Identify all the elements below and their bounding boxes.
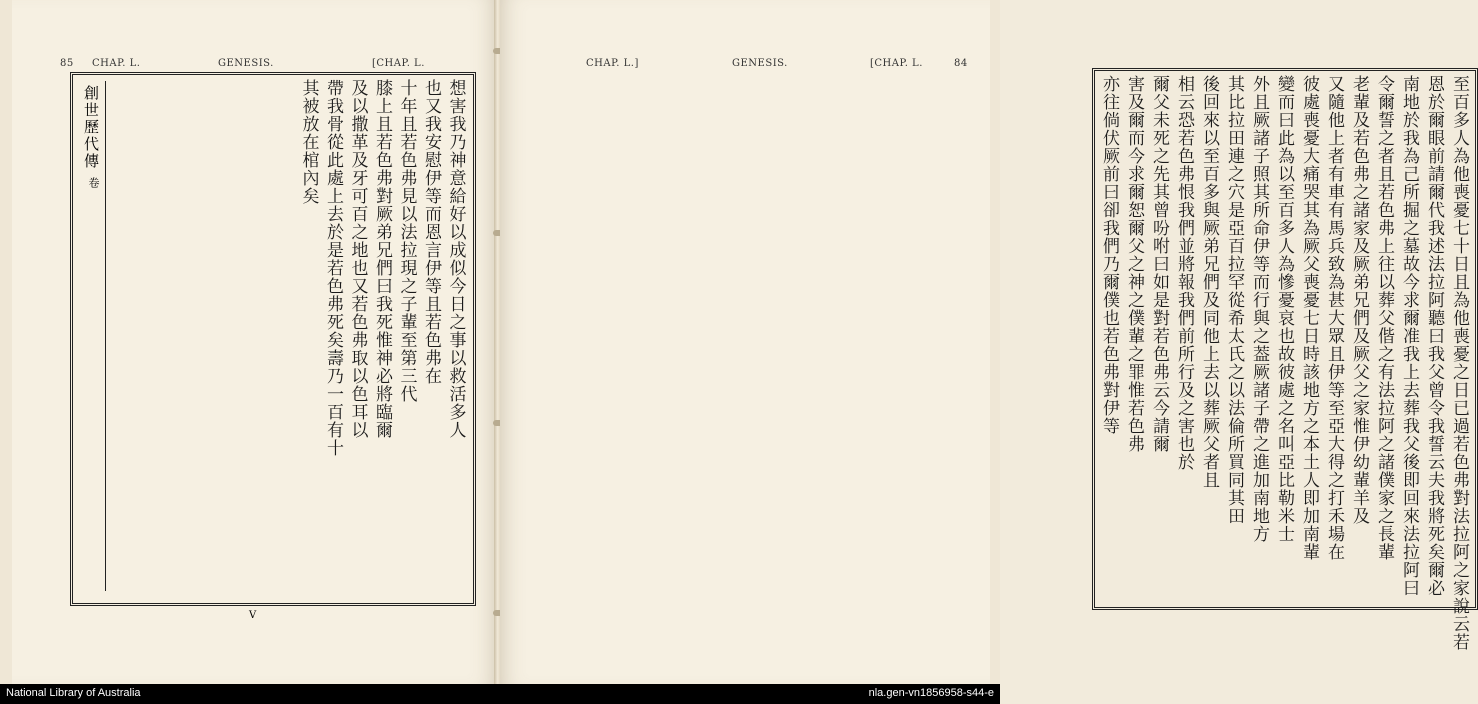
right-chapter-label: CHAP. L.]: [586, 58, 639, 69]
side-page-mark: 卷: [87, 177, 100, 188]
text-column: 變而曰此為以至百多人為慘憂哀也故彼處之名叫亞比勒米士: [1274, 75, 1294, 543]
text-column: 又隨他上者有車有馬兵致為甚大眾且伊等至亞大得之打禾場在: [1324, 75, 1344, 561]
left-page-number: 85: [60, 58, 74, 69]
text-column: 害及爾而今求爾恕爾父之神之僕輩之罪惟若色弗: [1124, 75, 1144, 453]
right-running-title: GENESIS.: [732, 58, 788, 69]
text-column: 其比拉田連之穴是亞百拉罕從希太氏之以法倫所買同其田: [1224, 75, 1244, 525]
text-column: 外且厥諸子照其所命伊等而行與之葢厥諸子帶之進加南地方: [1249, 75, 1269, 543]
footer-library-name: National Library of Australia: [6, 687, 141, 699]
text-column: 後回來以至百多與厥弟兄們及同他上去以葬厥父者且: [1199, 75, 1219, 489]
left-page: [12, 0, 496, 684]
right-page-number: 84: [954, 58, 968, 69]
text-column: 相云恐若色弗恨我們並將報我們前所行及之害也於: [1174, 75, 1194, 471]
text-column: 膝上且若色弗對厥弟兄們曰我死惟神必將臨爾: [372, 79, 392, 439]
text-column: 爾父未死之先其曾吩咐曰如是對若色弗云今請爾: [1149, 75, 1169, 453]
text-column: 彼處喪憂大痛哭其為厥父喪憂七日時該地方之本土人即加南輩: [1299, 75, 1319, 561]
left-chapter-label: CHAP. L.: [92, 58, 141, 69]
right-chapter-label-right: [CHAP. L.: [870, 58, 923, 69]
side-title: 創世歷代傳: [82, 85, 100, 170]
text-column: 及以撒革及牙可百之地也又若色弗取以色耳以: [347, 79, 368, 439]
text-column: 老輩及若色弗之諸家及厥弟兄們及厥父之家惟伊幼輩羊及: [1349, 75, 1369, 525]
text-column: 至百多人為他喪憂七十日且為他喪憂之日已過若色弗對法拉阿之家說云若: [1449, 75, 1469, 651]
text-column: 帶我骨從此處上去於是若色弗死矣壽乃一百有十: [323, 79, 343, 457]
right-text-frame: [1092, 68, 1478, 651]
text-column: 恩於爾眼前請爾代我述法拉阿聽曰我父曾令我誓云夫我將死矣爾必: [1424, 75, 1444, 597]
left-text-frame: [70, 72, 476, 606]
text-column: 其被放在棺內矣: [298, 79, 319, 205]
right-page: [500, 0, 1469, 684]
left-footer-mark: V: [249, 610, 257, 621]
footer-bar: [0, 684, 1000, 704]
footer-identifier: nla.gen-vn1856958-s44-e: [868, 687, 994, 699]
text-column: 亦往倘伏厥前曰卻我們乃爾僕也若色弗對伊等: [1099, 75, 1119, 435]
text-column: 十年且若色弗見以法拉現之子輩至第三代: [396, 79, 417, 403]
text-column: 南地於我為己所掘之墓故今求爾准我上去葬我父後即回來法拉阿曰: [1399, 75, 1419, 597]
text-column: 想害我乃神意給好以成似今日之事以救活多人: [445, 79, 466, 439]
left-running-title: GENESIS.: [218, 58, 274, 69]
side-title-column: [79, 81, 106, 591]
text-column: 也又我安慰伊等而恩言伊等且若色弗在: [421, 79, 441, 385]
text-column: 令爾誓之者且若色弗上往以葬父偕之有法拉阿之諸僕家之長輩: [1374, 75, 1394, 561]
left-chapter-label-right: [CHAP. L.: [372, 58, 425, 69]
